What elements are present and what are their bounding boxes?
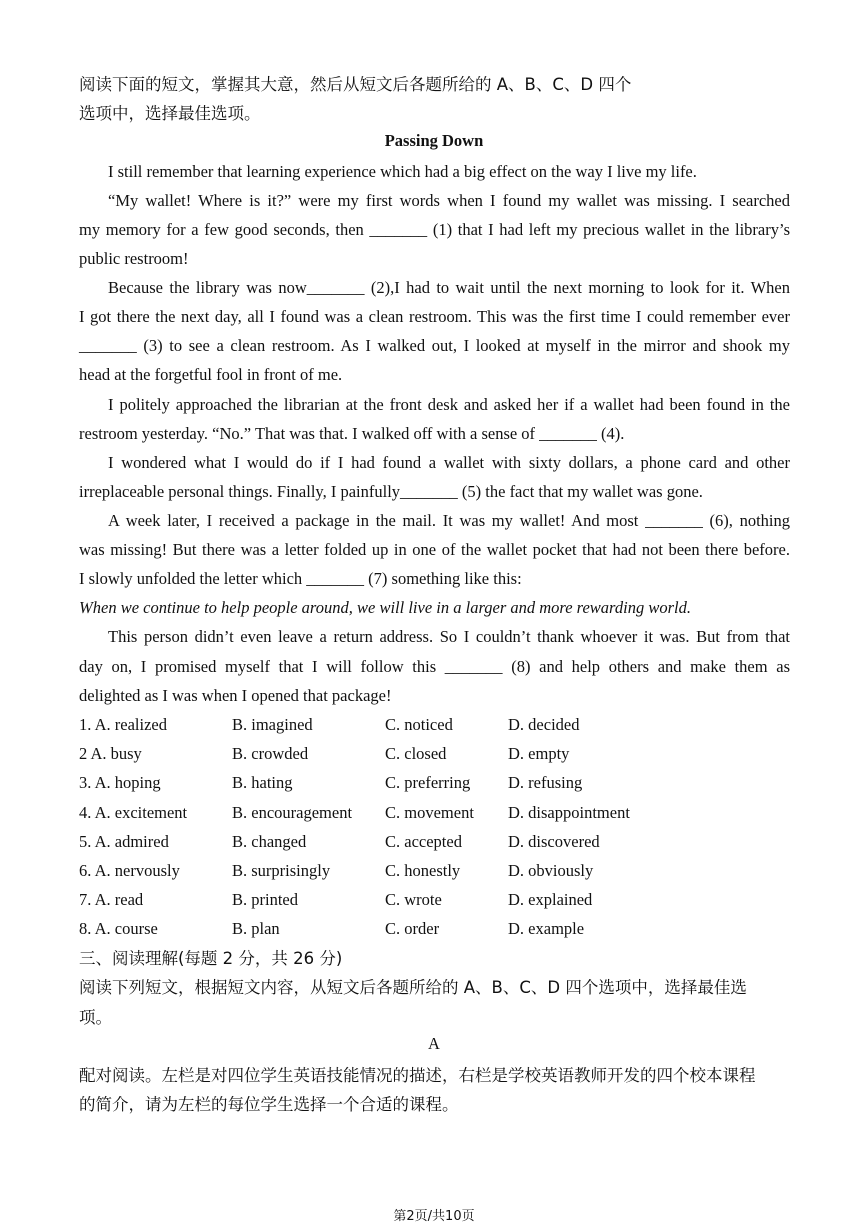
option-a: 5. A. admired [79,832,169,851]
option-b: B. encouragement [232,803,353,822]
option-d: D. empty [508,744,570,763]
section-instruction: 项。 [79,1008,112,1027]
intro-line-2: 选项中，选择最佳选项。 [79,104,261,123]
option-c: C. preferring [385,773,471,792]
passage-line: I slowly unfolded the letter which _______ (7) something like this: [79,569,522,588]
matching-instruction: 的简介，请为左栏的每位学生选择一个合适的课程。 [79,1095,459,1114]
passage-line: was missing! But there was a letter folded up in one of the wallet pocket that had not been there before. [79,540,790,559]
option-a: 3. A. hoping [79,773,161,792]
option-d: D. obviously [508,861,594,880]
option-d: D. example [508,919,585,938]
passage-line: irreplaceable personal things. Finally, I painfully_______ (5) the fact that my wallet was gone. [79,482,703,501]
passage-line: I still remember that learning experience which had a big effect on the way I live my life. [108,162,697,181]
section-heading: 三、阅读理解(每题 2 分，共 26 分) [79,949,343,968]
option-d: D. discovered [508,832,600,851]
passage-line: I wondered what I would do if I had found a wallet with sixty dollars, a phone card and other [108,453,790,472]
passage-title: Passing Down [384,131,484,150]
option-c: C. movement [385,803,474,822]
passage-line: _______ (3) to see a clean restroom. As I walked out, I looked at myself in the mirror and shook my [79,336,790,355]
passage-line: public restroom! [79,249,189,268]
passage-line: “My wallet! Where is it?” were my first words when I found my wallet was missing. I searched [108,191,790,210]
option-b: B. hating [232,773,293,792]
option-c: C. closed [385,744,447,763]
option-a: 1. A. realized [79,715,167,734]
option-a: 4. A. excitement [79,803,188,822]
letter-quote: When we continue to help people around, we will live in a larger and more rewarding world. [79,598,691,617]
passage-line: restroom yesterday. “No.” That was that. I walked off with a sense of _______ (4). [79,424,625,443]
option-c: C. honestly [385,861,461,880]
subsection-label: A [428,1034,440,1053]
option-d: D. decided [508,715,580,734]
passage-line: I politely approached the librarian at the front desk and asked her if a wallet had been found in the [108,395,790,414]
intro-line-1: 阅读下面的短文，掌握其大意，然后从短文后各题所给的 A、B、C、D 四个 [79,75,632,94]
option-c: C. noticed [385,715,453,734]
option-a: 6. A. nervously [79,861,180,880]
option-b: B. printed [232,890,298,909]
option-c: C. wrote [385,890,442,909]
matching-instruction: 配对阅读。左栏是对四位学生英语技能情况的描述，右栏是学校英语教师开发的四个校本课程 [79,1066,756,1085]
option-b: B. changed [232,832,307,851]
passage-line: my memory for a few good seconds, then _______ (1) that I had left my precious wallet in the library’s [79,220,790,239]
passage-line: A week later, I received a package in the mail. It was my wallet! And most _______ (6), nothing [108,511,790,530]
passage-line: This person didn’t even leave a return address. So I couldn’t thank whoever it was. But from that [108,627,790,646]
passage-line: day on, I promised myself that I will follow this _______ (8) and help others and make them as [79,657,790,676]
option-d: D. disappointment [508,803,630,822]
passage-line: I got there the next day, all I found was a clean restroom. This was the first time I could remember ever [79,307,790,326]
option-a: 8. A. course [79,919,158,938]
option-d: D. explained [508,890,593,909]
option-c: C. order [385,919,440,938]
option-b: B. crowded [232,744,309,763]
option-b: B. imagined [232,715,313,734]
option-c: C. accepted [385,832,462,851]
option-a: 7. A. read [79,890,144,909]
page-number: 第2页/共10页 [393,1209,475,1224]
option-d: D. refusing [508,773,583,792]
option-b: B. plan [232,919,280,938]
section-instruction: 阅读下列短文，根据短文内容，从短文后各题所给的 A、B、C、D 四个选项中，选择最佳选 [79,978,747,997]
passage-line: head at the forgetful fool in front of me. [79,365,343,384]
passage-line: delighted as I was when I opened that package! [79,686,392,705]
option-a: 2 A. busy [79,744,142,763]
option-b: B. surprisingly [232,861,331,880]
passage-line: Because the library was now_______ (2),I had to wait until the next morning to look for it. When [108,278,790,297]
